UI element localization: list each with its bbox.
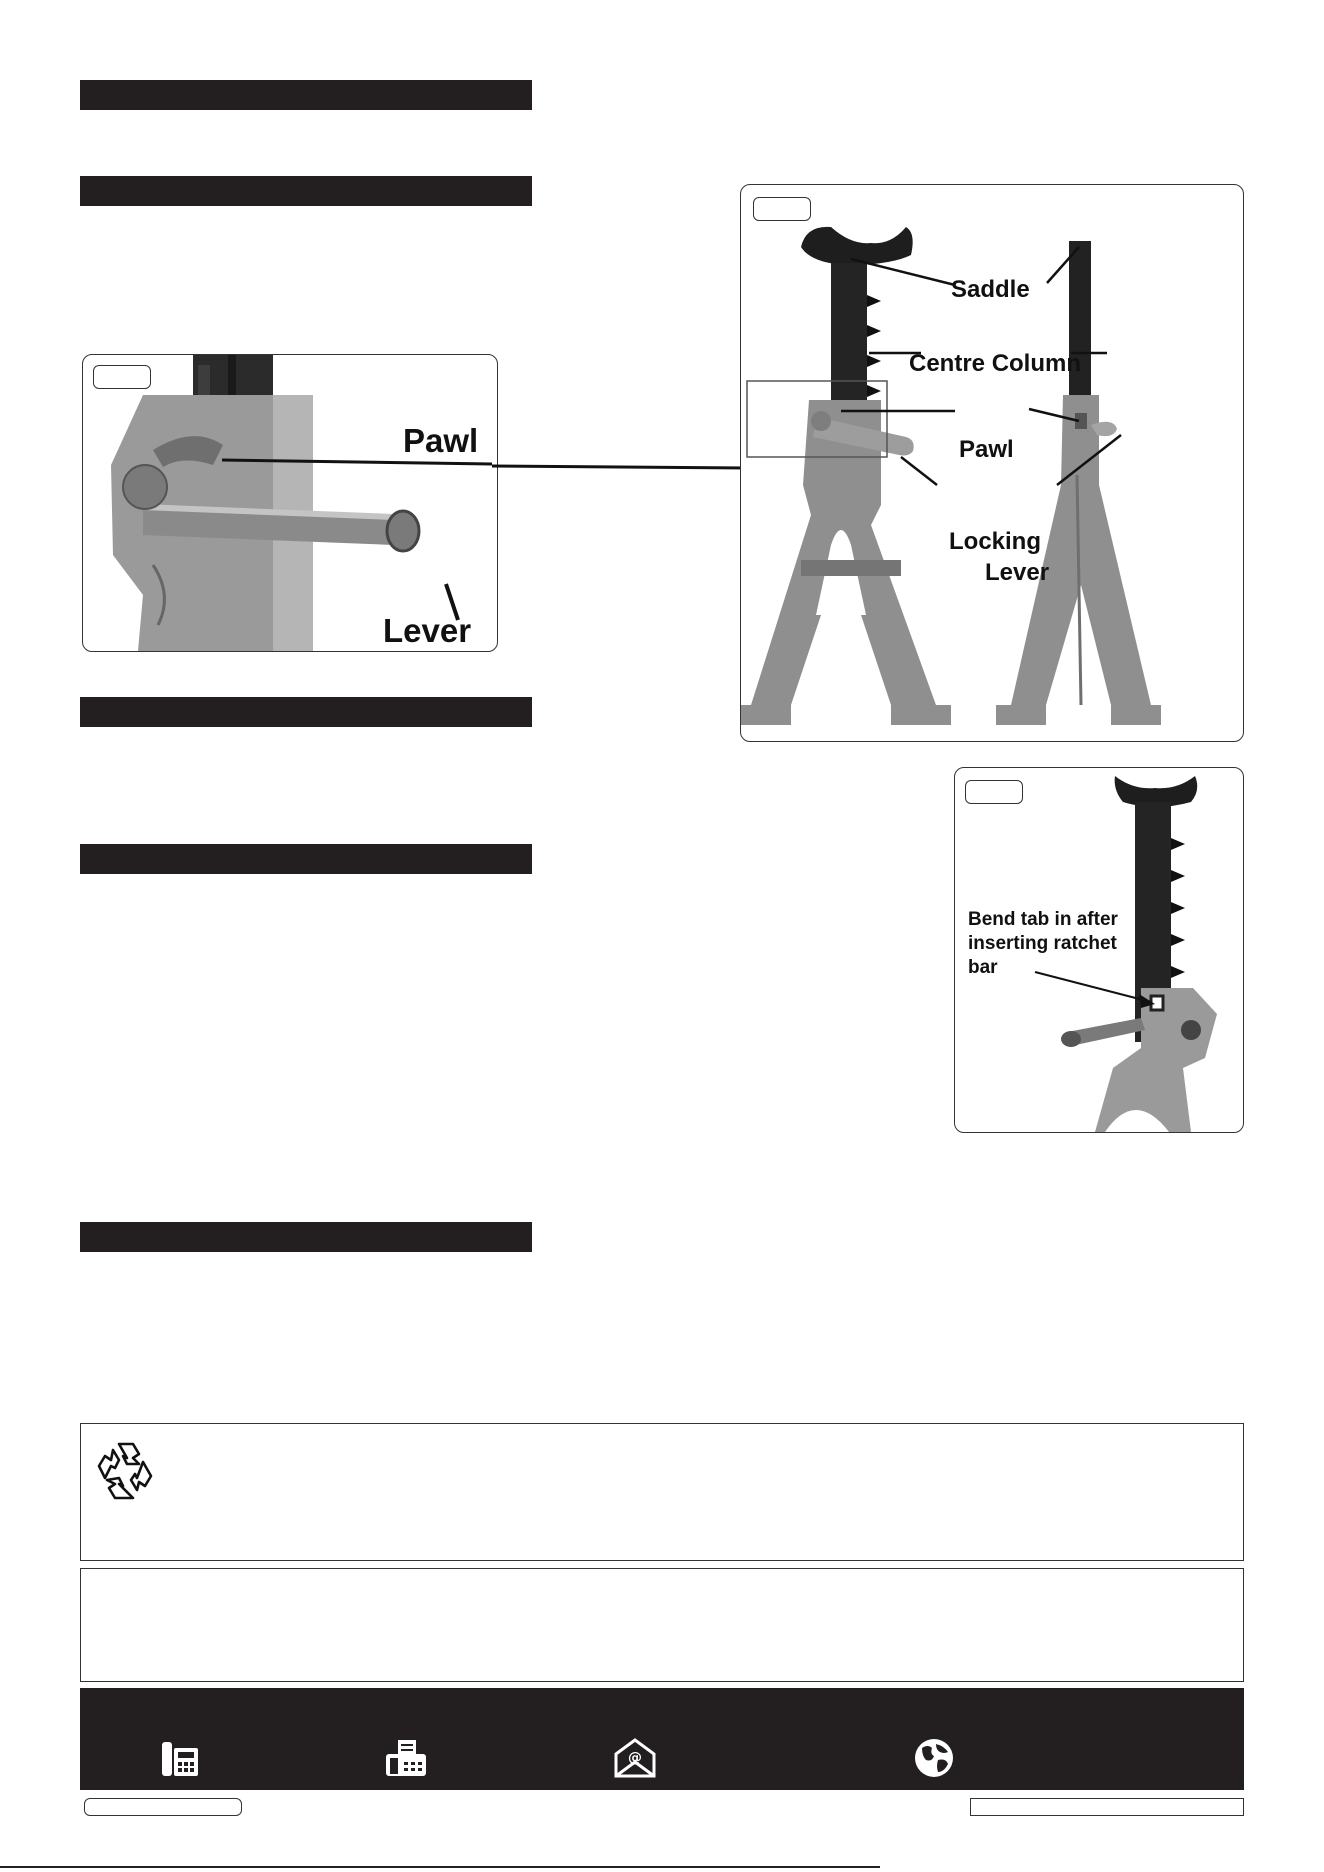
model-number-box: [84, 1798, 242, 1816]
callout-pawl: Pawl: [959, 436, 1014, 463]
tab-note-line1: Bend tab in after: [968, 909, 1118, 930]
fax-icon: [384, 1738, 428, 1778]
recycle-icon: [93, 1438, 163, 1504]
disclaimer-box: [80, 1568, 1244, 1682]
callout-locking-lever-line1: Locking: [949, 528, 1042, 555]
tab-note-line2: inserting ratchet: [968, 933, 1117, 954]
figure-tab-panel: [954, 767, 1244, 1133]
telephone-icon: [160, 1738, 200, 1778]
callout-centre-column: Centre Column: [909, 350, 1082, 377]
globe-icon: [914, 1738, 954, 1778]
callout-saddle: Saddle: [951, 276, 1030, 303]
bottom-rule: [0, 1866, 880, 1868]
callout-locking-lever-line2: Lever: [985, 559, 1050, 586]
figure-number-tag: [753, 197, 811, 221]
contact-bar: [80, 1688, 1244, 1790]
callout-pawl-detail: Pawl: [403, 422, 479, 459]
tab-note-line3: bar: [968, 957, 998, 978]
svg-text:@: @: [628, 1750, 642, 1766]
issue-date-box: [970, 1798, 1244, 1816]
callout-lever: Lever: [383, 612, 472, 649]
figure-number-tag: [965, 780, 1023, 804]
figure-main-panel: [740, 184, 1244, 742]
environment-box: [80, 1423, 1244, 1561]
email-icon: [614, 1738, 656, 1778]
